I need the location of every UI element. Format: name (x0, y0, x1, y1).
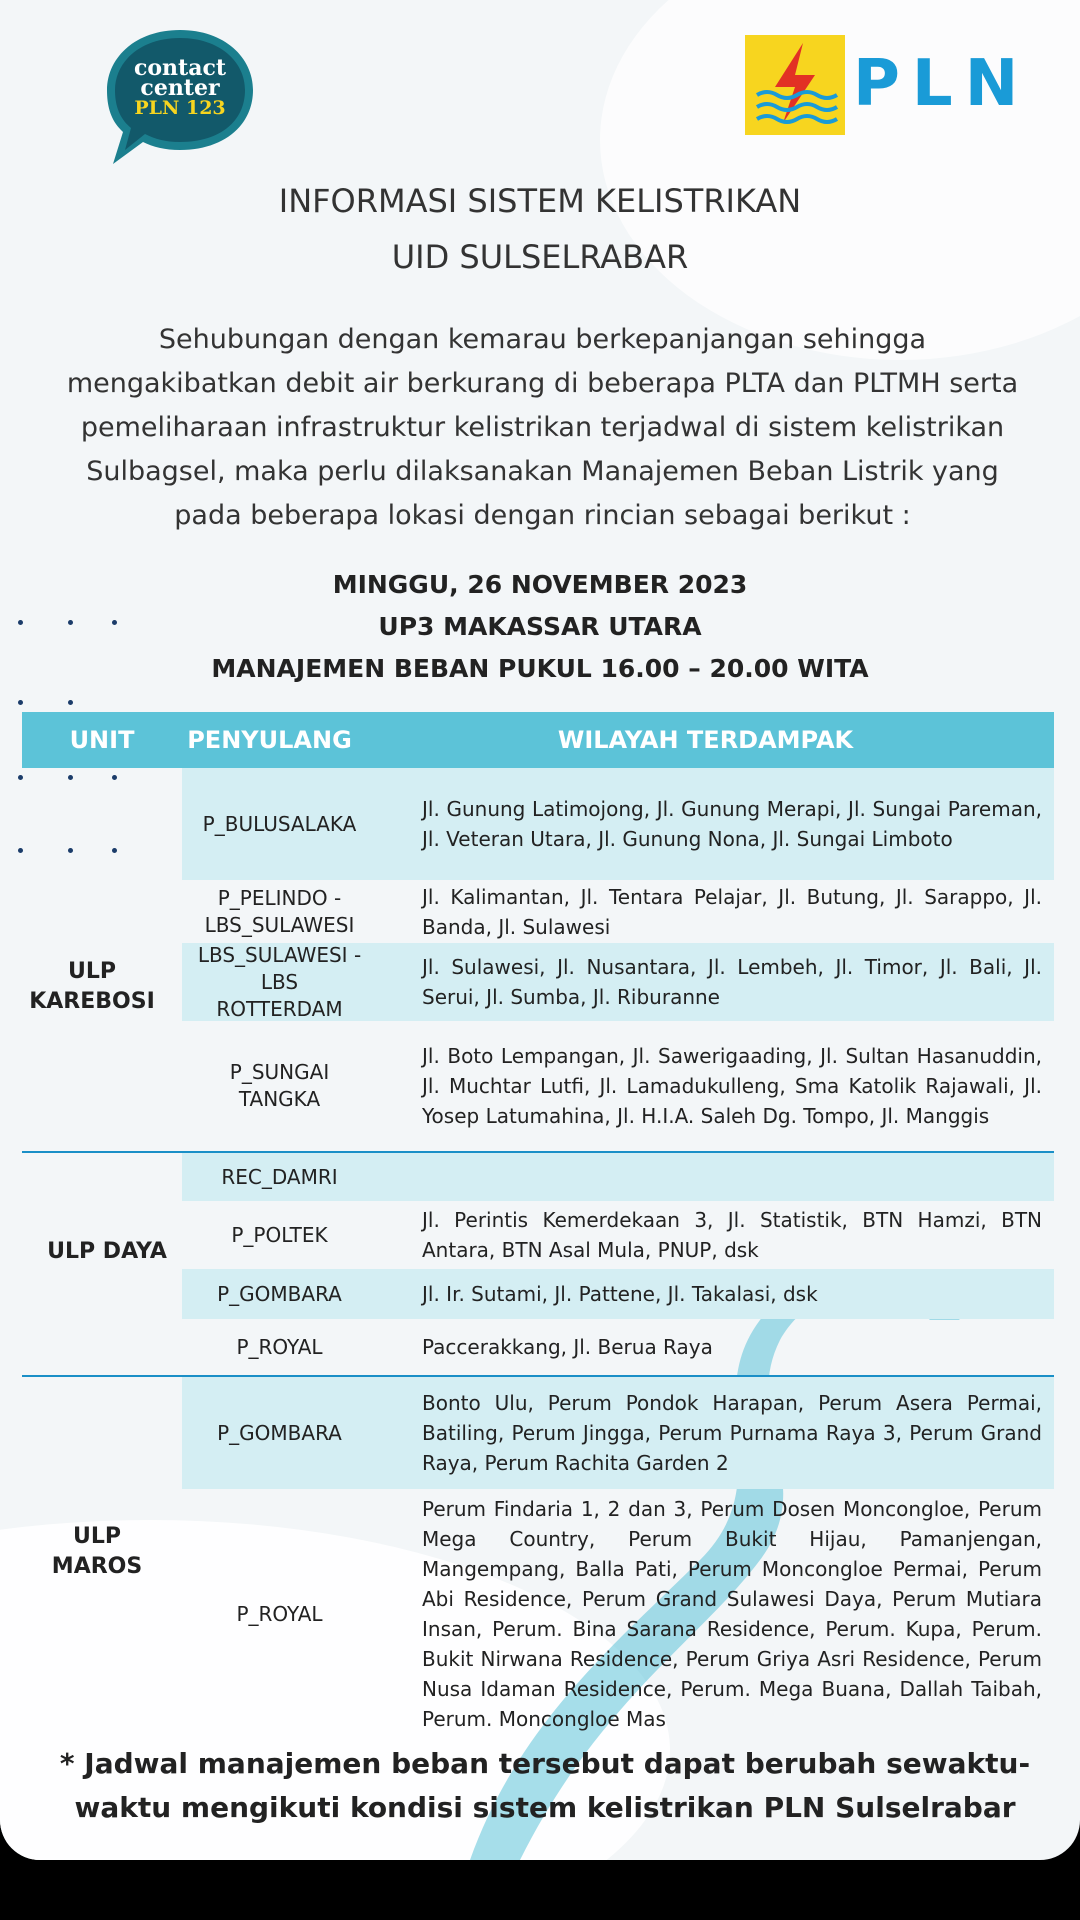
feeder-cell: LBS_SULAWESI - LBS ROTTERDAM (197, 942, 362, 1021)
decor-dot (112, 775, 117, 780)
schedule-date: MINGGU, 26 NOVEMBER 2023 (332, 570, 748, 599)
title-line2: UID SULSELRABAR (391, 238, 689, 276)
unit-maros: ULP MAROS (51, 1524, 143, 1579)
feeder-cell: P_GOMBARA (217, 1420, 342, 1445)
feeder-cell: P_GOMBARA (217, 1281, 342, 1306)
area-cell: Perum Findaria 1, 2 dan 3, Perum Dosen Moncongloe, Perum Mega Country, Perum Bukit Hijau, Pamanjengan, Mangempang, Balla Pati, Perum Moncongloe Permai, Perum Abi Residence, Perum Grand Sulawesi Daya, Perum Mutiara Insan, Perum. Bina Sarana Residence, Perum. Kupa, Perum. Bukit Nirwana Residence, Perum Griya Asri Residence, Perum Nusa Idaman Residence, Perum. Mega Buana, Dallah Taibah, Perum. Moncongloe Mas (422, 1497, 1042, 1731)
decor-dot (18, 620, 23, 625)
area-cell: Jl. Kalimantan, Jl. Tentara Pelajar, Jl. Butung, Jl. Sarappo, Jl. Banda, Jl. Sulawesi (422, 884, 1042, 939)
area-cell: Jl. Perintis Kemerdekaan 3, Jl. Statistik, BTN Hamzi, BTN Antara, BTN Asal Mula, PNUP, dsk (422, 1208, 1042, 1262)
feeder-cell: P_SUNGAI TANGKA (229, 1060, 330, 1111)
area-cell: Jl. Sulawesi, Jl. Nusantara, Jl. Lembeh, Jl. Timor, Jl. Bali, Jl. Serui, Jl. Sumba, Jl. Riburanne (422, 955, 1042, 1009)
area-cell: Paccerakkang, Jl. Berua Raya (422, 1335, 713, 1359)
decor-dot (18, 775, 23, 780)
feeder-cell: P_POLTEK (231, 1222, 328, 1247)
decor-dot (68, 700, 73, 705)
feeder-cell: P_BULUSALAKA (202, 811, 357, 836)
feeder-cell: REC_DAMRI (221, 1164, 338, 1189)
title-line1: INFORMASI SISTEM KELISTRIKAN (278, 182, 802, 220)
decor-dot (112, 620, 117, 625)
feeder-cell: P_ROYAL (236, 1601, 323, 1626)
header-affected-area: WILAYAH TERDAMPAK (557, 726, 854, 754)
contact-center-line3: PLN 123 (134, 97, 226, 119)
pln-wordmark: PLN (853, 47, 1031, 121)
header-unit: UNIT (69, 726, 135, 754)
pln-emblem-icon (745, 35, 845, 135)
area-cell: Jl. Gunung Latimojong, Jl. Gunung Merapi, Jl. Sungai Pareman, Jl. Veteran Utara, Jl. Gunung Nona, Jl. Sungai Limboto (422, 797, 1042, 851)
schedule-time: MANAJEMEN BEBAN PUKUL 16.00 – 20.00 WITA (211, 654, 869, 683)
contact-center-line1: contact (133, 55, 227, 81)
feeder-cell: P_PELINDO - LBS_SULAWESI (204, 885, 355, 937)
area-cell: Jl. Ir. Sutami, Jl. Pattene, Jl. Takalasi, dsk (422, 1282, 818, 1306)
decor-dot (68, 775, 73, 780)
decor-dot (18, 848, 23, 853)
feeder-cell: P_ROYAL (236, 1334, 323, 1359)
intro-paragraph: Sehubungan dengan kemarau berkepanjangan sehingga mengakibatkan debit air berkurang di beberapa PLTA dan PLTMH serta pemeliharaan infrastruktur kelistrikan terjadwal di sistem kelistrikan Sulbagsel, maka perlu dilaksanakan Manajemen Beban Listrik yang pada beberapa lokasi dengan rincian sebagai berikut : (66, 324, 1019, 531)
decor-dot (18, 700, 23, 705)
header-feeder: PENYULANG (187, 726, 352, 754)
decor-dot (68, 620, 73, 625)
footnote: * Jadwal manajemen beban tersebut dapat berubah sewaktu-waktu mengikuti kondisi sistem kelistrikan PLN Sulselrabar (59, 1747, 1031, 1824)
unit-daya: ULP DAYA (47, 1239, 167, 1264)
decor-dot (68, 848, 73, 853)
decor-dot (112, 848, 117, 853)
contact-center-line2: center (140, 75, 220, 101)
area-cell: Bonto Ulu, Perum Pondok Harapan, Perum Asera Permai, Batiling, Perum Jingga, Perum Purnama Raya 3, Perum Grand Raya, Perum Rachita Garden 2 (422, 1391, 1042, 1475)
area-cell (422, 1153, 1042, 1201)
schedule-up3: UP3 MAKASSAR UTARA (378, 612, 702, 641)
unit-karebosi: ULP KAREBOSI (29, 959, 155, 1014)
area-cell: Jl. Boto Lempangan, Jl. Sawerigaading, Jl. Sultan Hasanuddin, Jl. Muchtar Lutfi, Jl. Lamadukulleng, Sma Katolik Rajawali, Jl. Yosep Latumahina, Jl. H.I.A. Saleh Dg. Tompo, Jl. Manggis (422, 1044, 1042, 1128)
